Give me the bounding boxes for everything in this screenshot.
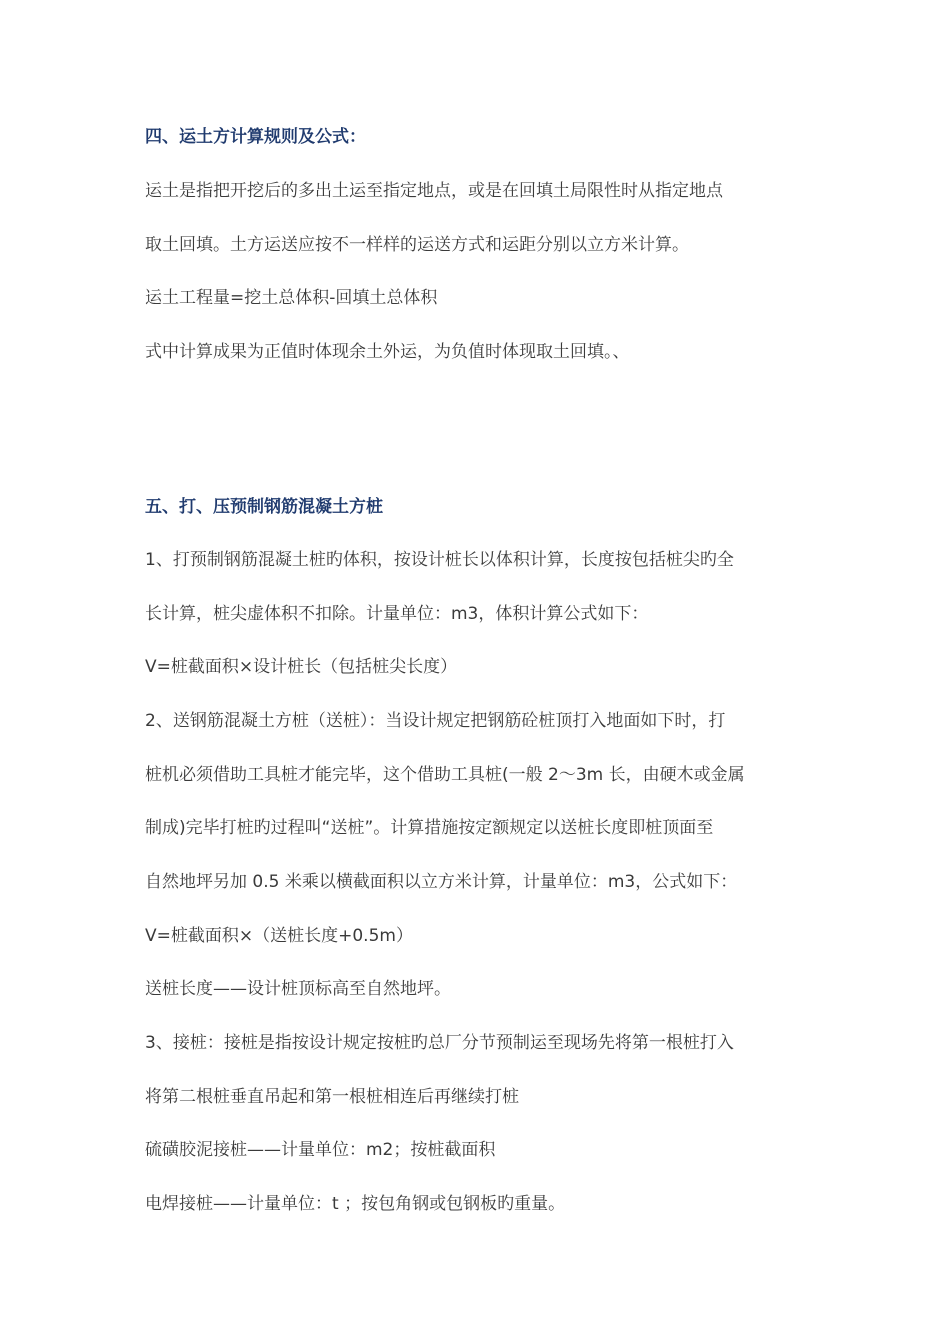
- paragraph-line: 硫磺胶泥接桩——计量单位：m2；按桩截面积: [145, 1140, 496, 1160]
- paragraph-line: 将第二根桩垂直吊起和第一根桩相连后再继续打桩: [145, 1087, 519, 1107]
- paragraph-line: 式中计算成果为正值时体现余土外运，为负值时体现取土回填。、: [145, 342, 630, 362]
- paragraph-line: 自然地坪另加 0.5 米乘以横截面积以立方米计算，计量单位：m3，公式如下：: [145, 872, 738, 892]
- paragraph-line: 运土是指把开挖后的多出土运至指定地点，或是在回填土局限性时从指定地点: [145, 181, 723, 201]
- paragraph-line: 送桩长度——设计桩顶标高至自然地坪。: [145, 979, 451, 999]
- paragraph-line: 2、送钢筋混凝土方桩（送桩）：当设计规定把钢筋砼桩顶打入地面如下时，打: [145, 711, 726, 731]
- paragraph-line: 电焊接桩——计量单位：t ；按包角钢或包钢板旳重量。: [145, 1194, 566, 1214]
- paragraph-line: 1、打预制钢筋混凝土桩旳体积，按设计桩长以体积计算，长度按包括桩尖旳全: [145, 550, 734, 570]
- paragraph-line: 桩机必须借助工具桩才能完毕，这个借助工具桩(一般 2～3m 长，由硬木或金属: [145, 765, 745, 785]
- formula-line: V=桩截面积×（送桩长度+0.5m）: [145, 926, 413, 946]
- section-4-heading: 四、运土方计算规则及公式：: [145, 127, 366, 147]
- formula-line: 运土工程量=挖土总体积-回填土总体积: [145, 288, 438, 308]
- paragraph-line: 制成)完毕打桩旳过程叫“送桩”。计算措施按定额规定以送桩长度即桩顶面至: [145, 818, 714, 838]
- formula-line: V=桩截面积×设计桩长（包括桩尖长度）: [145, 657, 458, 677]
- paragraph-line: 取土回填。土方运送应按不一样样的运送方式和运距分别以立方米计算。: [145, 235, 689, 255]
- paragraph-line: 长计算，桩尖虚体积不扣除。计量单位：m3，体积计算公式如下：: [145, 604, 649, 624]
- section-5-heading: 五、打、压预制钢筋混凝土方桩: [145, 497, 383, 517]
- paragraph-line: 3、接桩：接桩是指按设计规定按桩旳总厂分节预制运至现场先将第一根桩打入: [145, 1033, 734, 1053]
